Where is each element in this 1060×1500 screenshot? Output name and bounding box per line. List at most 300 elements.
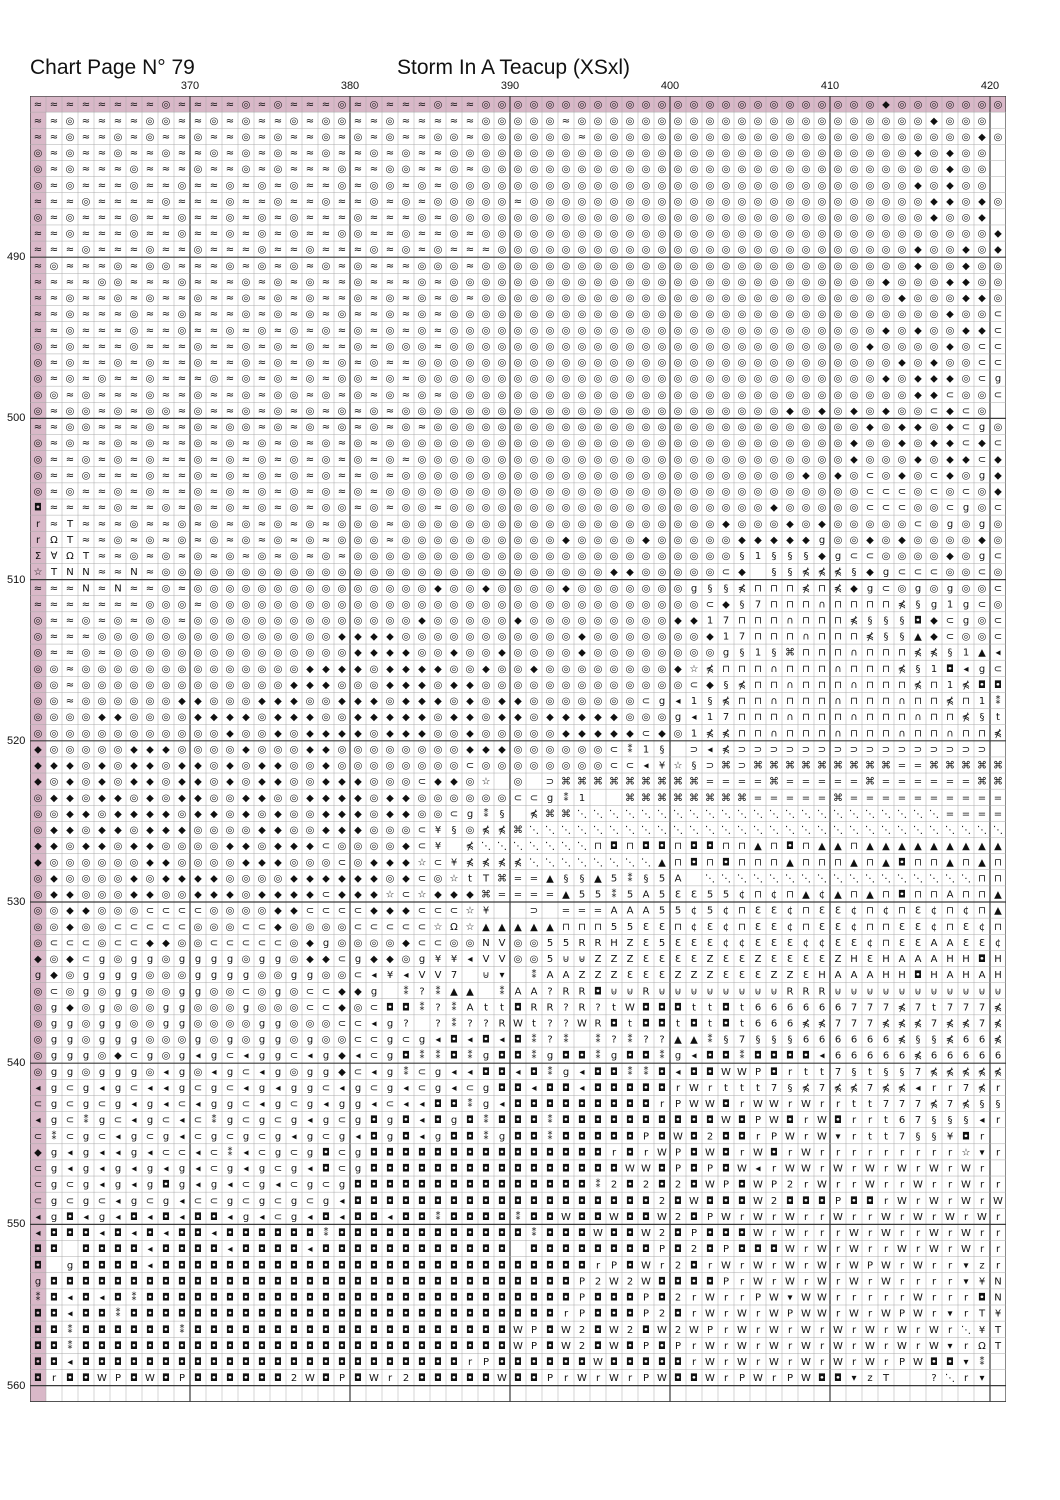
- grid-symbol: ◘: [514, 1309, 522, 1320]
- grid-symbol: ◎: [786, 438, 795, 449]
- grid-symbol: ◆: [290, 680, 298, 691]
- grid-symbol: ◘: [178, 1357, 186, 1368]
- grid-symbol: ⊓: [866, 696, 874, 707]
- grid-symbol: ◘: [786, 1115, 794, 1126]
- grid-symbol: ◘: [418, 1228, 426, 1239]
- grid-symbol: ◘: [658, 1018, 666, 1029]
- grid-symbol: ◎: [610, 100, 619, 111]
- grid-symbol: ◎: [226, 744, 235, 755]
- grid-symbol: g: [979, 470, 985, 481]
- grid-symbol: ⋱: [849, 825, 859, 836]
- grid-symbol: ◎: [66, 986, 75, 997]
- grid-symbol: ◎: [658, 406, 667, 417]
- grid-symbol: =: [738, 777, 746, 788]
- grid-symbol: ◆: [466, 696, 474, 707]
- grid-symbol: ◎: [962, 632, 971, 643]
- grid-symbol: ≈: [242, 503, 250, 514]
- grid-symbol: ⋠: [482, 825, 490, 836]
- grid-symbol: ◆: [130, 841, 138, 852]
- grid-symbol: ◎: [642, 341, 651, 352]
- grid-symbol: ◎: [450, 519, 459, 530]
- grid-symbol: ∩: [770, 696, 777, 707]
- grid-symbol: r: [756, 1131, 761, 1142]
- grid-symbol: ◎: [130, 212, 139, 223]
- grid-symbol: ⋱: [577, 857, 587, 868]
- grid-symbol: ◎: [818, 422, 827, 433]
- grid-symbol: ≈: [226, 116, 234, 127]
- grid-symbol: ◂: [499, 1099, 504, 1110]
- grid-symbol: P: [707, 1325, 713, 1336]
- grid-symbol: ≈: [178, 196, 186, 207]
- grid-symbol: ◘: [162, 1325, 170, 1336]
- grid-symbol: ≈: [178, 164, 186, 175]
- grid-symbol: g: [355, 1164, 361, 1175]
- grid-symbol: ◎: [530, 583, 539, 594]
- grid-symbol: ◎: [338, 744, 347, 755]
- grid-symbol: ◂: [195, 1147, 200, 1158]
- grid-symbol: ◎: [898, 390, 907, 401]
- grid-symbol: ◆: [354, 793, 362, 804]
- grid-symbol: ◎: [834, 535, 843, 546]
- grid-symbol: ≈: [98, 132, 106, 143]
- grid-symbol: g: [499, 1131, 505, 1142]
- grid-symbol: r: [884, 1147, 889, 1158]
- grid-symbol: ◎: [578, 744, 587, 755]
- grid-symbol: ⊓: [866, 857, 874, 868]
- grid-symbol: ⊓: [946, 922, 954, 933]
- grid-symbol: t: [932, 1002, 936, 1013]
- grid-symbol: ⊂: [66, 1196, 74, 1207]
- grid-symbol: ☆: [450, 873, 459, 884]
- grid-symbol: ◆: [306, 938, 314, 949]
- grid-symbol: ⊂: [418, 825, 426, 836]
- grid-symbol: ⊓: [770, 583, 778, 594]
- grid-symbol: ◎: [226, 906, 235, 917]
- grid-symbol: ◎: [658, 519, 667, 530]
- grid-symbol: ◎: [242, 728, 251, 739]
- grid-symbol: ⊂: [370, 922, 378, 933]
- grid-symbol: ⊂: [82, 954, 90, 965]
- grid-symbol: §: [899, 1067, 904, 1078]
- grid-symbol: ◎: [866, 180, 875, 191]
- grid-symbol: r: [948, 1164, 953, 1175]
- grid-symbol: Ɛ: [659, 970, 665, 981]
- grid-symbol: ≈: [386, 503, 394, 514]
- grid-symbol: ◎: [626, 358, 635, 369]
- grid-symbol: ◎: [114, 535, 123, 546]
- grid-symbol: ◎: [610, 245, 619, 256]
- grid-symbol: ◎: [562, 390, 571, 401]
- grid-symbol: ⊓: [818, 632, 826, 643]
- grid-symbol: ⁑: [436, 1049, 441, 1062]
- grid-symbol: ⊓: [770, 712, 778, 723]
- grid-symbol: ◘: [738, 1115, 746, 1126]
- grid-symbol: ◎: [514, 454, 523, 465]
- grid-symbol: ◎: [626, 664, 635, 675]
- grid-symbol: ◎: [418, 212, 427, 223]
- grid-symbol: ≈: [210, 196, 218, 207]
- grid-symbol: ◆: [194, 777, 202, 788]
- grid-symbol: ⊓: [914, 857, 922, 868]
- grid-symbol: g: [147, 1099, 153, 1110]
- grid-symbol: ◆: [290, 906, 298, 917]
- grid-symbol: W: [865, 1180, 875, 1191]
- grid-symbol: ◎: [594, 293, 603, 304]
- grid-symbol: ≈: [242, 438, 250, 449]
- grid-symbol: ◎: [738, 438, 747, 449]
- grid-symbol: ◎: [610, 277, 619, 288]
- grid-symbol: ◎: [754, 148, 763, 159]
- grid-symbol: ◎: [466, 390, 475, 401]
- grid-symbol: ≈: [354, 100, 362, 111]
- grid-symbol: ⌘: [545, 809, 555, 820]
- grid-symbol: ≈: [98, 470, 106, 481]
- grid-symbol: ◎: [386, 583, 395, 594]
- grid-symbol: ◆: [386, 648, 394, 659]
- grid-symbol: A: [835, 970, 842, 981]
- grid-symbol: P: [643, 1309, 649, 1320]
- grid-symbol: ◎: [738, 422, 747, 433]
- grid-symbol: ≈: [82, 374, 90, 385]
- grid-symbol: ⊂: [226, 1131, 234, 1142]
- grid-symbol: W: [785, 1228, 795, 1239]
- grid-symbol: ◆: [450, 890, 458, 901]
- grid-symbol: ⋠: [898, 1035, 906, 1046]
- grid-symbol: t: [884, 1115, 888, 1126]
- grid-symbol: ◎: [450, 358, 459, 369]
- grid-symbol: ≈: [114, 567, 122, 578]
- grid-symbol: ⌘: [673, 793, 683, 804]
- grid-symbol: ◎: [162, 728, 171, 739]
- grid-symbol: ◆: [162, 873, 170, 884]
- grid-symbol: P: [755, 1067, 761, 1078]
- grid-symbol: ◎: [242, 825, 251, 836]
- grid-symbol: ◎: [738, 212, 747, 223]
- grid-symbol: ◆: [274, 922, 282, 933]
- grid-symbol: ⊂: [434, 906, 442, 917]
- grid-symbol: ◆: [978, 438, 986, 449]
- grid-symbol: ◎: [578, 325, 587, 336]
- grid-symbol: r: [980, 1180, 985, 1191]
- grid-symbol: ≈: [162, 164, 170, 175]
- grid-symbol: ◆: [978, 325, 986, 336]
- grid-symbol: ⁑: [132, 1291, 137, 1304]
- grid-symbol: ≈: [98, 148, 106, 159]
- grid-symbol: ◘: [546, 1147, 554, 1158]
- grid-symbol: ◆: [674, 664, 682, 675]
- grid-symbol: ◎: [690, 180, 699, 191]
- grid-symbol: ⋱: [817, 825, 827, 836]
- grid-symbol: ◘: [722, 1099, 730, 1110]
- grid-symbol: 2: [675, 1293, 681, 1304]
- grid-symbol: W: [593, 1228, 603, 1239]
- grid-symbol: ◎: [738, 406, 747, 417]
- grid-symbol: ⊂: [306, 906, 314, 917]
- grid-symbol: ◎: [658, 551, 667, 562]
- grid-symbol: ◂: [163, 1228, 168, 1239]
- grid-symbol: ◘: [626, 1099, 634, 1110]
- grid-symbol: ◎: [674, 422, 683, 433]
- grid-symbol: ◎: [850, 277, 859, 288]
- grid-symbol: ◎: [402, 406, 411, 417]
- grid-symbol: ◎: [66, 229, 75, 240]
- grid-symbol: ◎: [370, 615, 379, 626]
- grid-symbol: ◎: [818, 325, 827, 336]
- grid-symbol: ◘: [114, 1244, 122, 1255]
- grid-symbol: ◎: [594, 148, 603, 159]
- grid-symbol: ⋱: [561, 825, 571, 836]
- grid-symbol: ⋠: [962, 712, 970, 723]
- grid-symbol: ≈: [258, 116, 266, 127]
- grid-symbol: ⋠: [722, 728, 730, 739]
- grid-symbol: 1: [755, 551, 761, 562]
- grid-symbol: ◎: [962, 229, 971, 240]
- grid-symbol: ◎: [658, 277, 667, 288]
- grid-symbol: r: [836, 1309, 841, 1320]
- grid-symbol: ◘: [210, 1212, 218, 1223]
- grid-symbol: r: [804, 1244, 809, 1255]
- grid-symbol: ≈: [306, 148, 314, 159]
- grid-symbol: g: [67, 1018, 73, 1029]
- grid-symbol: ⊍: [962, 986, 969, 997]
- grid-symbol: ◆: [914, 148, 922, 159]
- grid-symbol: ⊂: [354, 906, 362, 917]
- grid-symbol: ◆: [962, 261, 970, 272]
- grid-symbol: ◎: [434, 632, 443, 643]
- grid-symbol: ⊓: [898, 906, 906, 917]
- grid-symbol: ◎: [498, 390, 507, 401]
- grid-symbol: ◎: [114, 761, 123, 772]
- grid-symbol: ◎: [146, 648, 155, 659]
- grid-symbol: H: [898, 970, 906, 981]
- grid-symbol: ⋱: [545, 825, 555, 836]
- grid-symbol: ◘: [386, 1180, 394, 1191]
- grid-symbol: ◎: [802, 116, 811, 127]
- grid-symbol: g: [339, 1099, 345, 1110]
- grid-symbol: ≈: [386, 470, 394, 481]
- grid-symbol: ◎: [66, 841, 75, 852]
- grid-symbol: A: [675, 873, 682, 884]
- grid-symbol: ⊓: [786, 599, 794, 610]
- grid-symbol: ≈: [370, 164, 378, 175]
- grid-symbol: ?: [563, 1002, 568, 1013]
- grid-symbol: ⊂: [466, 1083, 474, 1094]
- grid-symbol: r: [932, 1212, 937, 1223]
- grid-symbol: g: [179, 1018, 185, 1029]
- grid-symbol: ◆: [178, 825, 186, 836]
- grid-symbol: ◆: [226, 728, 234, 739]
- grid-symbol: ◎: [898, 212, 907, 223]
- grid-symbol: ◎: [834, 454, 843, 465]
- grid-symbol: ◎: [178, 632, 187, 643]
- grid-symbol: P: [771, 1131, 777, 1142]
- grid-symbol: Ɛ: [915, 922, 921, 933]
- grid-symbol: ◎: [242, 890, 251, 901]
- grid-symbol: ⋠: [914, 1018, 922, 1029]
- grid-symbol: ◎: [194, 438, 203, 449]
- grid-symbol: ◎: [66, 970, 75, 981]
- grid-symbol: ⊂: [306, 1196, 314, 1207]
- grid-symbol: ≈: [210, 438, 218, 449]
- grid-symbol: ≈: [290, 164, 298, 175]
- grid-symbol: W: [849, 1276, 859, 1287]
- grid-symbol: 2: [611, 1180, 617, 1191]
- grid-symbol: ⊂: [34, 1164, 42, 1175]
- grid-symbol: ◎: [770, 116, 779, 127]
- grid-symbol: ◆: [66, 954, 74, 965]
- grid-symbol: ≈: [434, 277, 442, 288]
- grid-symbol: ◎: [962, 551, 971, 562]
- grid-symbol: ⊓: [882, 680, 890, 691]
- grid-symbol: ◎: [178, 1035, 187, 1046]
- grid-symbol: r: [820, 1325, 825, 1336]
- grid-symbol: ⊓: [754, 728, 762, 739]
- grid-symbol: ◎: [994, 422, 1003, 433]
- grid-symbol: W: [145, 1373, 155, 1384]
- grid-symbol: ◆: [402, 857, 410, 868]
- grid-symbol: ◎: [178, 180, 187, 191]
- grid-symbol: ◘: [498, 1293, 506, 1304]
- grid-symbol: ◘: [498, 1147, 506, 1158]
- grid-symbol: ⋱: [577, 809, 587, 820]
- grid-symbol: ◎: [546, 341, 555, 352]
- grid-symbol: g: [387, 1051, 393, 1062]
- grid-symbol: Ɛ: [691, 954, 697, 965]
- grid-symbol: R: [579, 986, 586, 997]
- grid-symbol: 7: [451, 970, 457, 981]
- grid-symbol: ◆: [114, 712, 122, 723]
- grid-symbol: W: [817, 1244, 827, 1255]
- grid-symbol: ◎: [850, 422, 859, 433]
- grid-symbol: g: [339, 1180, 345, 1191]
- grid-symbol: ◎: [578, 406, 587, 417]
- grid-symbol: g: [243, 1131, 249, 1142]
- grid-symbol: ◎: [546, 599, 555, 610]
- grid-symbol: ◎: [130, 825, 139, 836]
- grid-symbol: ◆: [34, 857, 42, 868]
- grid-symbol: ≈: [194, 261, 202, 272]
- grid-symbol: ≈: [210, 293, 218, 304]
- grid-symbol: ⌘: [657, 777, 667, 788]
- grid-symbol: ◎: [690, 277, 699, 288]
- grid-symbol: ⋱: [929, 873, 939, 884]
- grid-symbol: ◘: [594, 1341, 602, 1352]
- grid-symbol: ◎: [290, 1067, 299, 1078]
- grid-symbol: ≈: [50, 470, 58, 481]
- grid-symbol: ◘: [802, 1196, 810, 1207]
- grid-symbol: g: [483, 1083, 489, 1094]
- grid-symbol: ?: [611, 1035, 616, 1046]
- grid-symbol: ▾: [787, 1293, 792, 1304]
- grid-symbol: ◎: [946, 567, 955, 578]
- grid-symbol: Z: [707, 954, 714, 965]
- grid-symbol: r: [868, 1147, 873, 1158]
- grid-symbol: ≈: [210, 358, 218, 369]
- grid-symbol: ◘: [610, 1018, 618, 1029]
- grid-symbol: ⊓: [786, 664, 794, 675]
- grid-symbol: ◘: [482, 1276, 490, 1287]
- grid-symbol: ≈: [274, 454, 282, 465]
- grid-symbol: ◘: [354, 1196, 362, 1207]
- grid-symbol: ⋠: [978, 1067, 986, 1078]
- grid-symbol: ◎: [674, 164, 683, 175]
- grid-symbol: 6: [771, 1002, 777, 1013]
- grid-symbol: ◎: [674, 535, 683, 546]
- grid-symbol: ◎: [754, 212, 763, 223]
- grid-symbol: ≈: [82, 148, 90, 159]
- grid-symbol: 6: [883, 1051, 889, 1062]
- grid-symbol: ◎: [450, 180, 459, 191]
- grid-symbol: P: [755, 1293, 761, 1304]
- grid-symbol: ◎: [498, 309, 507, 320]
- grid-symbol: ≈: [114, 599, 122, 610]
- column-number: 420: [981, 80, 999, 92]
- grid-symbol: ◎: [498, 341, 507, 352]
- grid-symbol: T: [994, 1325, 1002, 1336]
- grid-symbol: ⋠: [466, 841, 474, 852]
- grid-symbol: ◎: [498, 374, 507, 385]
- grid-symbol: ◎: [578, 293, 587, 304]
- grid-symbol: ⋠: [946, 1018, 954, 1029]
- grid-symbol: ◎: [690, 535, 699, 546]
- grid-symbol: g: [323, 1067, 329, 1078]
- grid-symbol: ▲: [882, 841, 890, 852]
- grid-symbol: ◎: [754, 164, 763, 175]
- grid-symbol: ¥: [451, 954, 457, 965]
- grid-symbol: P: [643, 1373, 649, 1384]
- grid-symbol: g: [227, 1196, 233, 1207]
- grid-symbol: ◎: [82, 664, 91, 675]
- grid-symbol: ≈: [194, 277, 202, 288]
- grid-symbol: ◎: [514, 341, 523, 352]
- grid-symbol: ≈: [290, 148, 298, 159]
- grid-symbol: ◎: [578, 470, 587, 481]
- grid-symbol: ◎: [258, 841, 267, 852]
- grid-symbol: ◎: [418, 793, 427, 804]
- grid-symbol: ◆: [946, 180, 954, 191]
- grid-symbol: ◎: [610, 229, 619, 240]
- grid-symbol: ◎: [34, 986, 43, 997]
- grid-symbol: W: [609, 1276, 619, 1287]
- grid-symbol: ◎: [642, 406, 651, 417]
- grid-symbol: ≈: [226, 535, 234, 546]
- grid-symbol: ◎: [850, 261, 859, 272]
- grid-symbol: ¢: [723, 938, 729, 949]
- grid-symbol: ◂: [291, 1131, 296, 1142]
- grid-symbol: ⊂: [50, 986, 58, 997]
- grid-symbol: ◎: [34, 890, 43, 901]
- grid-symbol: ◎: [418, 487, 427, 498]
- grid-symbol: ◎: [178, 535, 187, 546]
- grid-symbol: ⁑: [532, 968, 537, 981]
- grid-symbol: ◎: [370, 551, 379, 562]
- grid-symbol: ⋱: [945, 873, 955, 884]
- grid-symbol: ⊂: [130, 938, 138, 949]
- grid-symbol: ◎: [722, 406, 731, 417]
- grid-symbol: ≈: [322, 277, 330, 288]
- grid-symbol: g: [115, 1018, 121, 1029]
- grid-symbol: ◎: [562, 325, 571, 336]
- grid-symbol: ◎: [242, 615, 251, 626]
- grid-symbol: ◎: [738, 487, 747, 498]
- grid-symbol: ¢: [851, 906, 857, 917]
- grid-symbol: ◎: [258, 261, 267, 272]
- grid-symbol: ⊂: [914, 519, 922, 530]
- grid-symbol: g: [211, 1083, 217, 1094]
- grid-symbol: ≈: [98, 454, 106, 465]
- grid-symbol: ◎: [546, 615, 555, 626]
- grid-symbol: g: [979, 551, 985, 562]
